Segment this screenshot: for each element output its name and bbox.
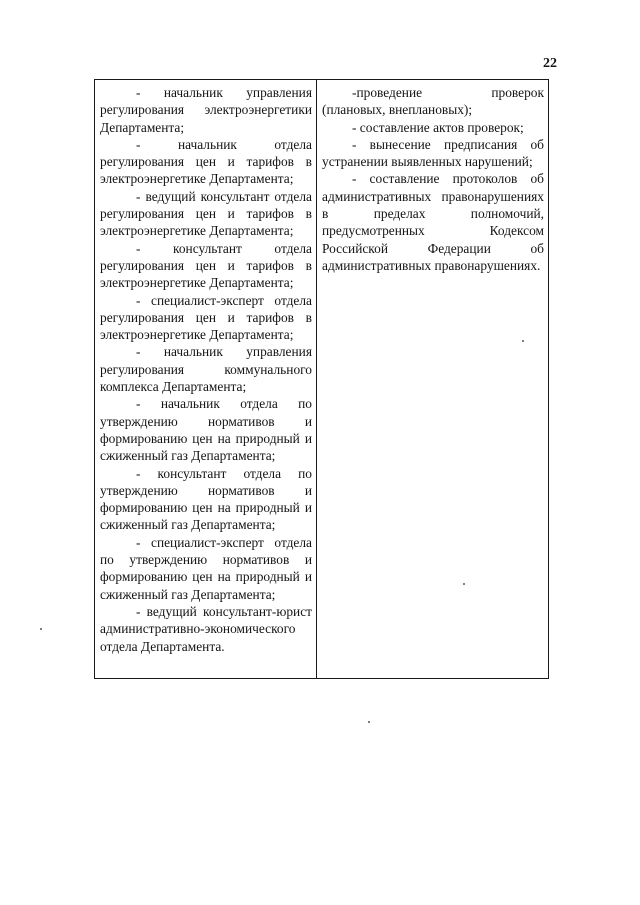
officials-column: [95, 80, 317, 678]
power-entry: - составление протоколов об административных правонарушениях в пределах полномочий, предусмотренных Кодексом Российской Федерации об административных правонарушениях.: [322, 171, 544, 273]
official-entry: - ведущий консультант-юрист административно-экономического отдела Департамента.: [100, 603, 312, 654]
scan-speck: [463, 583, 465, 585]
official-entry: - консультант отдела регулирования цен и тарифов в электроэнергетике Департамента;: [100, 240, 312, 291]
official-entry: - специалист-эксперт отдела по утверждению нормативов и формированию цен на природный и сжиженный газ Департамента;: [100, 534, 312, 602]
duties-table: [94, 79, 549, 679]
official-entry: - начальник управления регулирования электроэнергетики Департамента;: [100, 85, 312, 135]
powers-column: [317, 80, 548, 678]
official-entry: - начальник отдела регулирования цен и тарифов в электроэнергетике Департамента;: [100, 136, 312, 187]
official-entry: - специалист-эксперт отдела регулирования цен и тарифов в электроэнергетике Департамента;: [100, 292, 312, 343]
scan-speck: [522, 340, 524, 342]
scan-speck: [40, 628, 42, 630]
power-entry: -проведение проверок (плановых, внеплановых);: [322, 85, 544, 118]
page-number: 22: [543, 56, 557, 71]
official-entry: - начальник отдела по утверждению нормативов и формированию цен на природный и сжиженный газ Департамента;: [100, 396, 312, 464]
official-entry: - ведущий консультант отдела регулирования цен и тарифов в электроэнергетике Департамента;: [100, 188, 312, 239]
power-entry: - составление актов проверок;: [352, 119, 524, 135]
official-entry: - консультант отдела по утверждению нормативов и формированию цен на природный и сжиженный газ Департамента;: [100, 465, 312, 533]
scan-speck: [368, 721, 370, 723]
power-entry: - вынесение предписания об устранении выявленных нарушений;: [322, 136, 544, 170]
official-entry: - начальник управления регулирования коммунального комплекса Департамента;: [100, 344, 312, 395]
